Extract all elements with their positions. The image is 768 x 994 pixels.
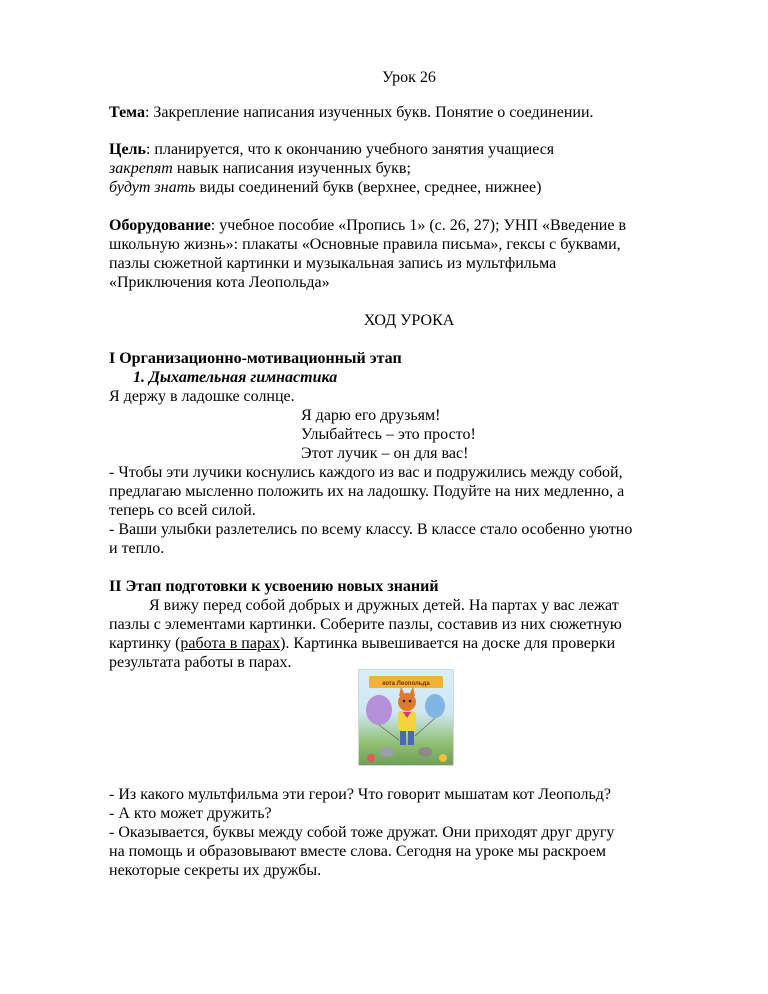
poem-line-2: Я дарю его друзьям! [301, 407, 441, 424]
mouse-right [418, 747, 432, 757]
leopold-illustration [359, 670, 453, 765]
stage2-heading: II Этап подготовки к усвоению новых знаний [109, 578, 439, 595]
stage2-p-line3-post: ). Картинка вывешивается на доске для проверки [280, 635, 616, 652]
stage1-p1-line-3: теперь со всей силой. [109, 502, 256, 519]
goal-line-2 [109, 159, 411, 178]
lesson-title: Урок 26 [382, 69, 436, 86]
right-balloon [425, 694, 445, 718]
question-2: - А кто может дружить? [109, 805, 272, 822]
stage1-p2-line-2: и тепло. [109, 540, 165, 557]
goal-line3-rest: виды соединений букв (верхнее, среднее, нижнее) [195, 179, 542, 196]
goal-text: : планируется, что к окончанию учебного занятия учащиеся [145, 141, 555, 158]
pair-work-phrase: работа в парах [180, 635, 281, 652]
leopold-cartoon-picture [358, 669, 454, 766]
equipment-line-2: школьную жизнь»: плакаты «Основные правила письма», гексы с буквами, [109, 236, 621, 253]
goal-line3-italic: будут знать [109, 179, 196, 196]
equipment-line1-text: : учебное пособие «Пропись 1» (с. 26, 27); УНП «Введение в [210, 217, 627, 234]
equipment-line-3: пазлы сюжетной картинки и музыкальная запись из мультфильма [109, 255, 557, 272]
stage2-p-line-4: результата работы в парах. [109, 654, 292, 671]
stage1-heading: I Организационно-мотивационный этап [109, 350, 402, 367]
equipment-line-1 [109, 216, 626, 235]
topic-text: : Закрепление написания изученных букв. Понятие о соединении. [144, 104, 594, 121]
goal-line2-italic: закрепят [109, 160, 173, 177]
stage2-p-line-3 [109, 634, 615, 653]
stage2-p-line-2: пазлы с элементами картинки. Соберите пазлы, составив из них сюжетную [109, 616, 622, 633]
left-balloon [366, 695, 392, 725]
stage2-q3-line-2: на помощь и образовывают вместе слова. Сегодня на уроке мы раскроем [109, 843, 606, 860]
mouse-left [380, 747, 394, 757]
topic-line [109, 103, 594, 122]
question-1: - Из какого мультфильма эти герои? Что говорит мышатам кот Леопольд? [109, 786, 612, 803]
equipment-line-4: «Приключения кота Леопольда» [109, 274, 330, 291]
stage2-q3-line-3: некоторые секреты их дружбы. [109, 862, 322, 879]
goal-line-3 [109, 178, 541, 197]
equipment-label: Оборудование [109, 217, 211, 234]
goal-label: Цель [109, 141, 146, 158]
poem-line-3: Улыбайтесь – это просто! [301, 426, 476, 443]
stage2-p-line3-pre: картинку ( [109, 635, 181, 652]
stage2-q3-line-1: - Оказывается, буквы между собой тоже дружат. Они приходят друг другу [109, 824, 615, 841]
poem-line-1: Я держу в ладошке солнце. [109, 388, 295, 405]
goal-line-1 [109, 140, 554, 159]
goal-line2-rest: навык написания изученных букв; [172, 160, 411, 177]
stage1-p1-line-1: - Чтобы эти лучики коснулись каждого из вас и подружились между собой, [109, 464, 623, 481]
stage1-p1-line-2: предлагаю мысленно положить их на ладошку. Подуйте на них медленно, а [109, 483, 625, 500]
picture-caption: кота Леопольда [382, 681, 430, 687]
stage1-p2-line-1: - Ваши улыбки разлетелись по всему классу. В классе стало особенно уютно [109, 521, 633, 538]
poem-line-4: Этот лучик – он для вас! [301, 445, 469, 462]
course-heading: ХОД УРОКА [363, 312, 455, 329]
topic-label: Тема [109, 104, 145, 121]
stage2-p-line-1: Я вижу перед собой добрых и дружных детей. На партах у вас лежат [149, 597, 619, 614]
stage1-subheading: 1. Дыхательная гимнастика [133, 369, 338, 386]
